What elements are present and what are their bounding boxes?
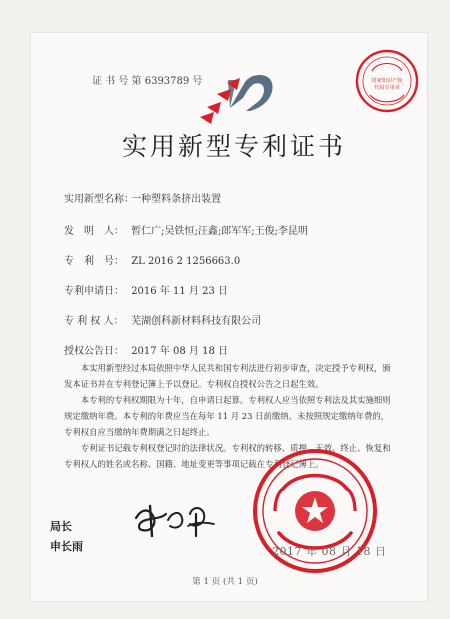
- patent-logo: [190, 62, 276, 128]
- handwritten-signature: [132, 496, 220, 544]
- signoff-name: 申长雨: [50, 540, 83, 553]
- body-paragraph: 本专利的专利权期限为十年，自申请日起算。专利权人应当依照专利法及其实施细则规定缴纳年费。本专利的年费应当在每年 11 月 23 日前缴纳。未按照规定缴纳年费的，专利权自应当缴纳年费期满之日起终止。: [64, 395, 391, 437]
- large-red-seal: [245, 441, 385, 581]
- field-label: 发 明 人：: [64, 226, 124, 237]
- field-inventor: [64, 222, 308, 237]
- field-value: 暂仁广;吴铁恒;汪鑫;郎军军;王俊;李昆明: [131, 226, 309, 237]
- field-label: 实用新型名称：: [64, 194, 134, 205]
- field-patentee: [64, 312, 261, 327]
- body-paragraph: 本实用新型经过本局依照中华人民共和国专利法进行初步审查，决定授予专利权，颁发本证书并在专利登记簿上予以登记。专利权自授权公告之日起生效。: [64, 363, 391, 389]
- field-label: 授权公告日：: [64, 346, 124, 357]
- field-utility-model-name: [64, 190, 221, 205]
- field-grant-date: [64, 342, 228, 357]
- page-footer: 第 1 页 (共 1 页): [192, 577, 258, 587]
- field-value: 2017 年 08 月 18 日: [131, 346, 228, 357]
- field-patent-number: [64, 252, 240, 267]
- signoff-role: 局长: [50, 520, 72, 533]
- certificate-number: 证 书 号 第 6393789 号: [92, 76, 203, 87]
- field-label: 专 利 权 人：: [64, 316, 124, 327]
- field-label: 专 利 号：: [64, 256, 124, 267]
- field-value: 2016 年 11 月 23 日: [131, 286, 228, 297]
- field-value: ZL 2016 2 1256663.0: [131, 256, 241, 267]
- body-paragraph: 专利证书记载专利权登记时的法律状况。专利权的转移、质押、无效、终止、恢复和专利权人的姓名或名称、国籍、地址变更等事项记载在专利登记簿上。: [64, 443, 391, 469]
- small-red-seal: [352, 46, 422, 116]
- certificate-title: 实用新型专利证书: [121, 132, 346, 161]
- field-value: 芜湖创科新材料科技有限公司: [131, 316, 262, 327]
- seal-date: 2017 年 08 月 18 日: [272, 545, 387, 558]
- field-application-date: [64, 282, 228, 297]
- field-label: 专利申请日：: [64, 286, 124, 297]
- svg-text:代码专用章: 代码专用章: [374, 85, 400, 91]
- field-value: 一种塑料条挤出装置: [131, 194, 222, 205]
- svg-text:国家知识产权: 国家知识产权: [371, 78, 403, 84]
